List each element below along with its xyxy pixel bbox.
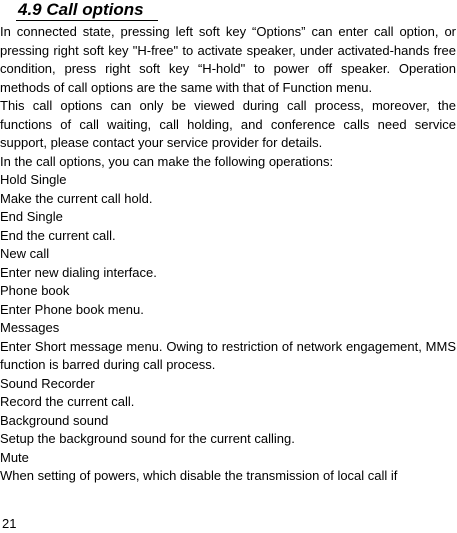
section-body <box>0 23 456 486</box>
option-name-messages: Messages <box>0 320 60 335</box>
option-name-sound-recorder: Sound Recorder <box>0 375 95 391</box>
option-name-end-single: End Single <box>0 209 63 224</box>
option-name-mute: Mute <box>0 449 29 465</box>
page-number: 21 <box>2 516 17 531</box>
option-name-hold-single: Hold Single <box>0 172 67 187</box>
heading-underline <box>16 20 158 21</box>
option-name-phone-book: Phone book <box>0 283 70 298</box>
option-desc-mute: When setting of powers, which disable the transmission of local call if <box>0 468 398 483</box>
intro-paragraph: In connected state, pressing left soft key “Options” can enter call option, or pressing right soft key "H-free" to activate speaker, under activated-hands free condition, press right soft key “H-hold" to power off speaker. Operation methods of call options are the same with that of Function menu. <box>0 24 456 95</box>
option-desc-new-call: Enter new dialing interface. <box>0 264 157 280</box>
option-name-new-call: New call <box>0 246 50 261</box>
option-desc-hold-single: Make the current call hold. <box>0 190 153 206</box>
option-desc-background-sound: Setup the background sound for the current calling. <box>0 431 295 446</box>
operations-lead-in: In the call options, you can make the following operations: <box>0 153 334 169</box>
option-name-background-sound: Background sound <box>0 412 109 428</box>
option-desc-sound-recorder: Record the current call. <box>0 394 135 409</box>
option-desc-phone-book: Enter Phone book menu. <box>0 301 144 317</box>
availability-paragraph: This call options can only be viewed during call process, moreover, the functions of call waiting, call holding, and conference calls need service support, please contact your service provider for details. <box>0 98 456 150</box>
option-desc-messages: Enter Short message menu. Owing to restriction of network engagement, MMS function is barred during call process. <box>0 338 456 372</box>
section-heading: 4.9 Call options <box>18 0 144 19</box>
option-desc-end-single: End the current call. <box>0 227 116 243</box>
